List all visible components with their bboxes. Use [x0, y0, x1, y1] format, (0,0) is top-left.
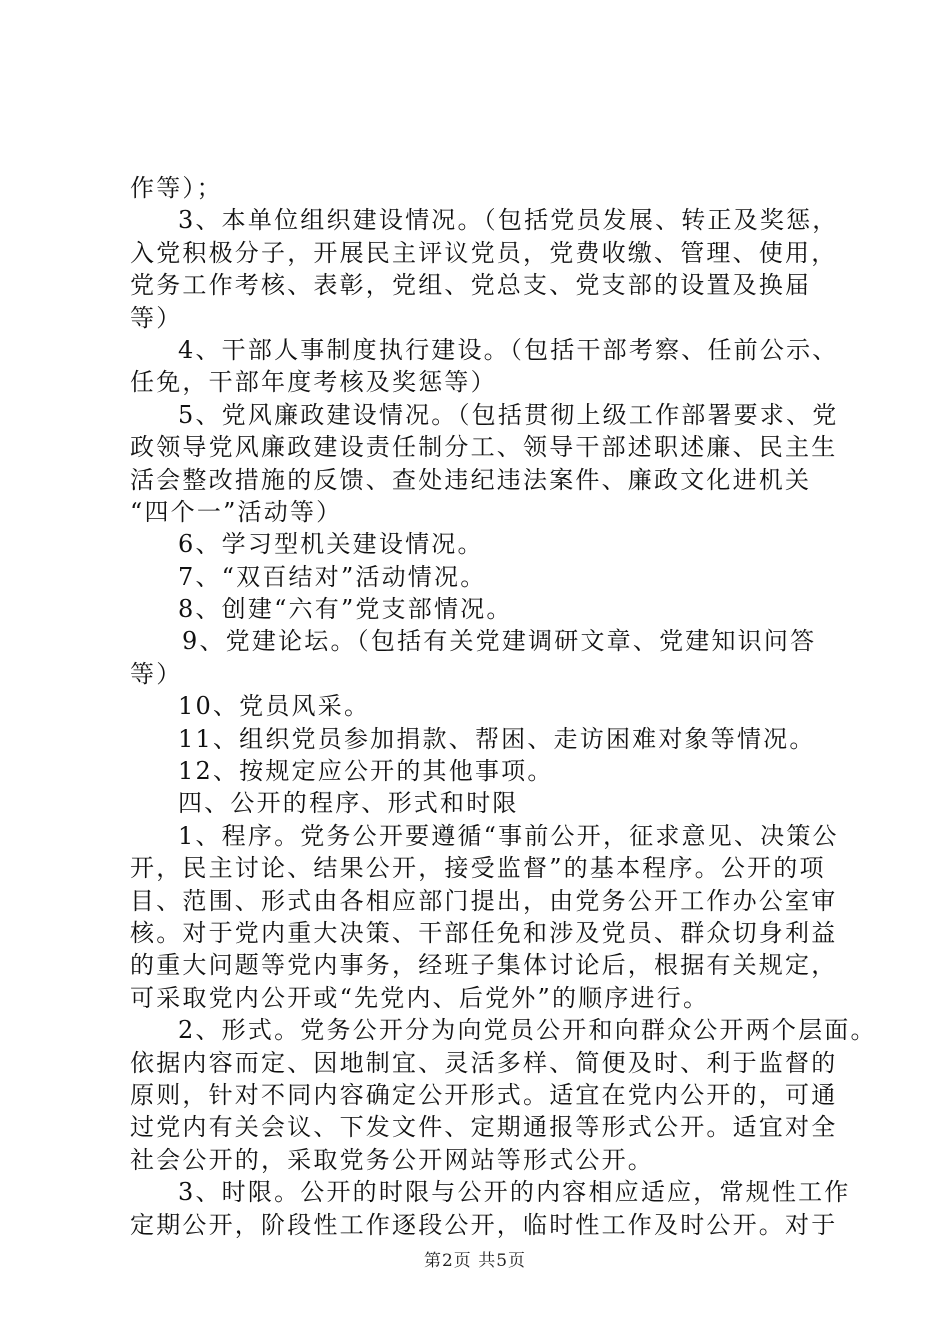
text-line: 8、创建“六有”党支部情况。	[178, 595, 513, 624]
text-line: 开，民主讨论、结果公开，接受监督”的基本程序。公开的项	[130, 854, 826, 883]
text-line: 入党积极分子，开展民主评议党员，党费收缴、管理、使用，	[130, 238, 838, 267]
text-line: 10、党员风采。	[178, 692, 371, 721]
text-line: 等）	[130, 659, 183, 688]
text-line: 可采取党内公开或“先党内、后党外”的顺序进行。	[130, 983, 710, 1012]
text-line: 3、本单位组织建设情况。（包括党员发展、转正及奖惩，	[178, 206, 839, 235]
text-line: 11、组织党员参加捐款、帮困、走访困难对象等情况。	[178, 724, 816, 753]
text-line: 的重大问题等党内事务，经班子集体讨论后，根据有关规定，	[130, 951, 838, 980]
text-line: 12、按规定应公开的其他事项。	[178, 757, 554, 786]
text-line: 原则，针对不同内容确定公开形式。适宜在党内公开的，可通	[130, 1080, 838, 1109]
text-line: 2、形式。党务公开分为向党员公开和向群众公开两个层面。	[178, 1016, 877, 1045]
text-line: 9、党建论坛。（包括有关党建调研文章、党建知识问答	[182, 627, 817, 656]
text-line: 任免，干部年度考核及奖惩等）	[130, 368, 497, 397]
text-line: “四个一”活动等）	[130, 497, 343, 526]
text-line: 1、程序。党务公开要遵循“事前公开，征求意见、决策公	[178, 821, 839, 850]
text-line: 3、时限。公开的时限与公开的内容相应适应，常规性工作	[178, 1178, 851, 1207]
text-line: 社会公开的，采取党务公开网站等形式公开。	[130, 1145, 654, 1174]
text-line: 核。对于党内重大决策、干部任免和涉及党员、群众切身利益	[130, 918, 838, 947]
text-line: 7、“双百结对”活动情况。	[178, 562, 487, 591]
text-line: 政领导党风廉政建设责任制分工、领导干部述职述廉、民主生	[130, 433, 838, 462]
text-line: 过党内有关会议、下发文件、定期通报等形式公开。适宜对全	[130, 1113, 838, 1142]
text-line: 党务工作考核、表彰，党组、党总支、党支部的设置及换届	[130, 271, 812, 300]
section-heading: 四、公开的程序、形式和时限	[178, 789, 519, 818]
text-line: 依据内容而定、因地制宜、灵活多样、简便及时、利于监督的	[130, 1048, 838, 1077]
text-line: 等）	[130, 303, 183, 332]
text-line: 5、党风廉政建设情况。（包括贯彻上级工作部署要求、党	[178, 400, 839, 429]
text-line: 定期公开，阶段性工作逐段公开，临时性工作及时公开。对于	[130, 1210, 838, 1239]
document-body	[130, 172, 877, 1241]
text-line: 6、学习型机关建设情况。	[178, 530, 484, 559]
text-line: 目、范围、形式由各相应部门提出，由党务公开工作办公室审	[130, 886, 838, 915]
text-line: 活会整改措施的反馈、查处违纪违法案件、廉政文化进机关	[130, 465, 812, 494]
text-line: 4、干部人事制度执行建设。（包括干部考察、任前公示、	[178, 335, 839, 364]
page-footer: 第2页 共5页	[423, 1251, 527, 1271]
text-line: 作等）；	[130, 174, 223, 202]
